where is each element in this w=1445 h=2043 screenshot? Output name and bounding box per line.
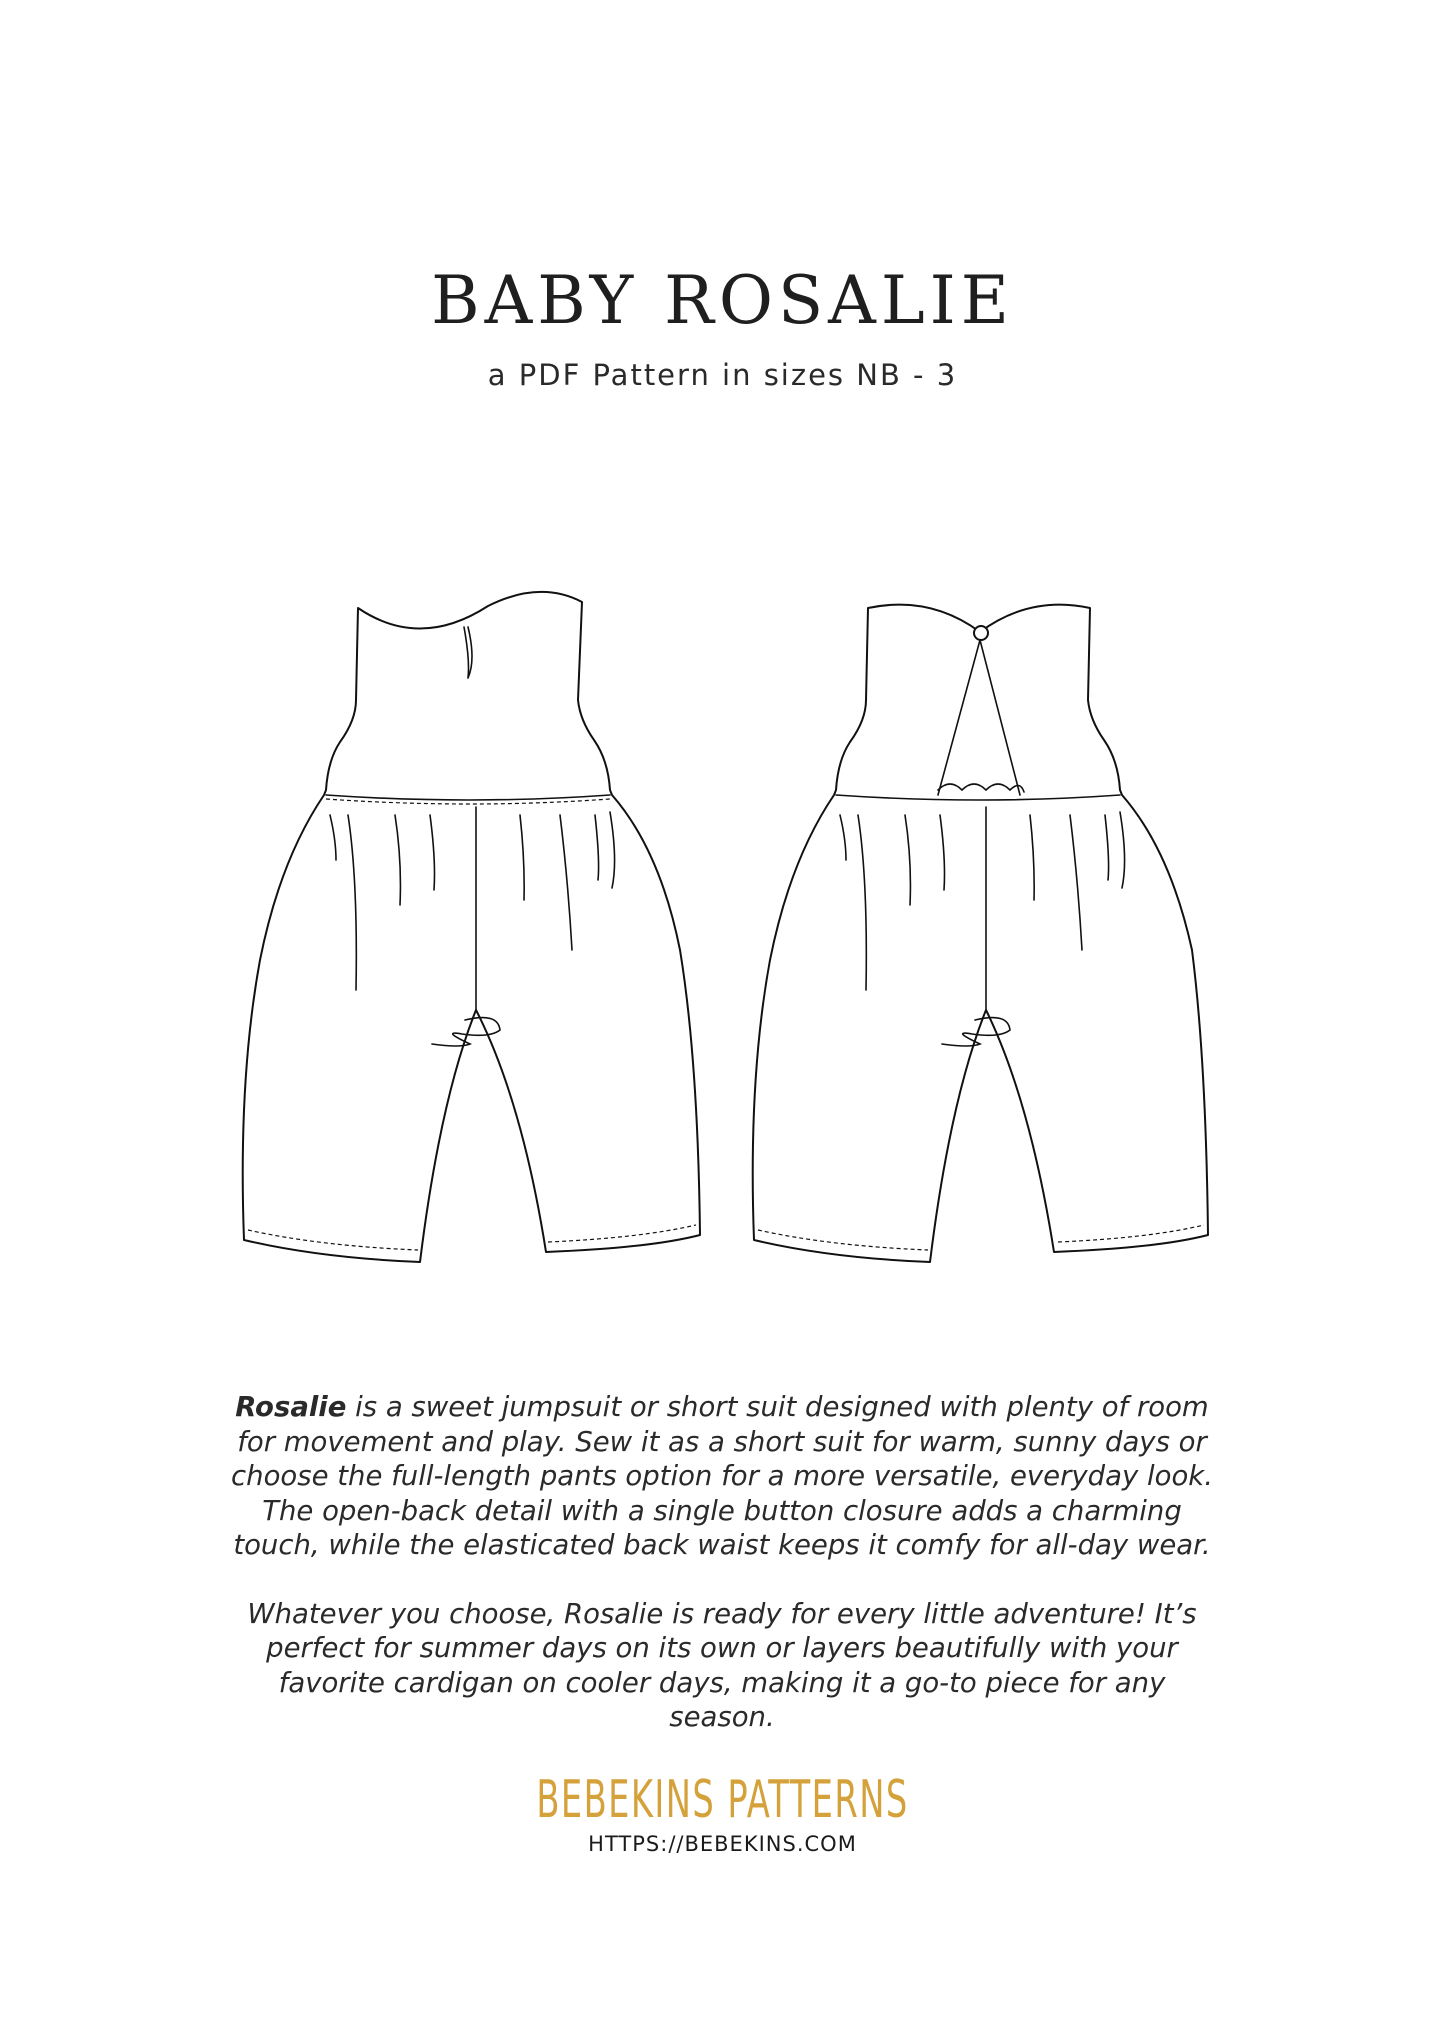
description-paragraph-1: [222, 1390, 1222, 1563]
brand-logo: BEBEKINS PATTERNS: [536, 1770, 909, 1830]
pattern-name: Rosalie: [235, 1391, 347, 1423]
page-subtitle: a PDF Pattern in sizes NB - 3: [487, 358, 958, 392]
page-title: BABY ROSALIE: [431, 262, 1014, 339]
description-paragraph-1-text: is a sweet jumpsuit or short suit designed with plenty of room for movement and play. Sew it as a short suit for warm, sunny days or choose the full-length pants option for a more versatile, everyday look. The open-back detail with a single button closure adds a charming touch, while the elasticated back waist keeps it comfy for all-day wear.: [231, 1391, 1213, 1561]
button-icon: [974, 626, 988, 640]
jumpsuit-front-drawing: [243, 592, 700, 1262]
brand-url[interactable]: HTTPS://BEBEKINS.COM: [588, 1832, 857, 1856]
jumpsuit-back-drawing: [753, 605, 1208, 1262]
garment-illustration: [0, 590, 1445, 1290]
description-paragraph-2: Whatever you choose, Rosalie is ready for every little adventure! It’s perfect for summer days on its own or layers beautifully with your favorite cardigan on cooler days, making it a go-to piece for any season.: [247, 1597, 1197, 1733]
pattern-description: [222, 1390, 1222, 1769]
